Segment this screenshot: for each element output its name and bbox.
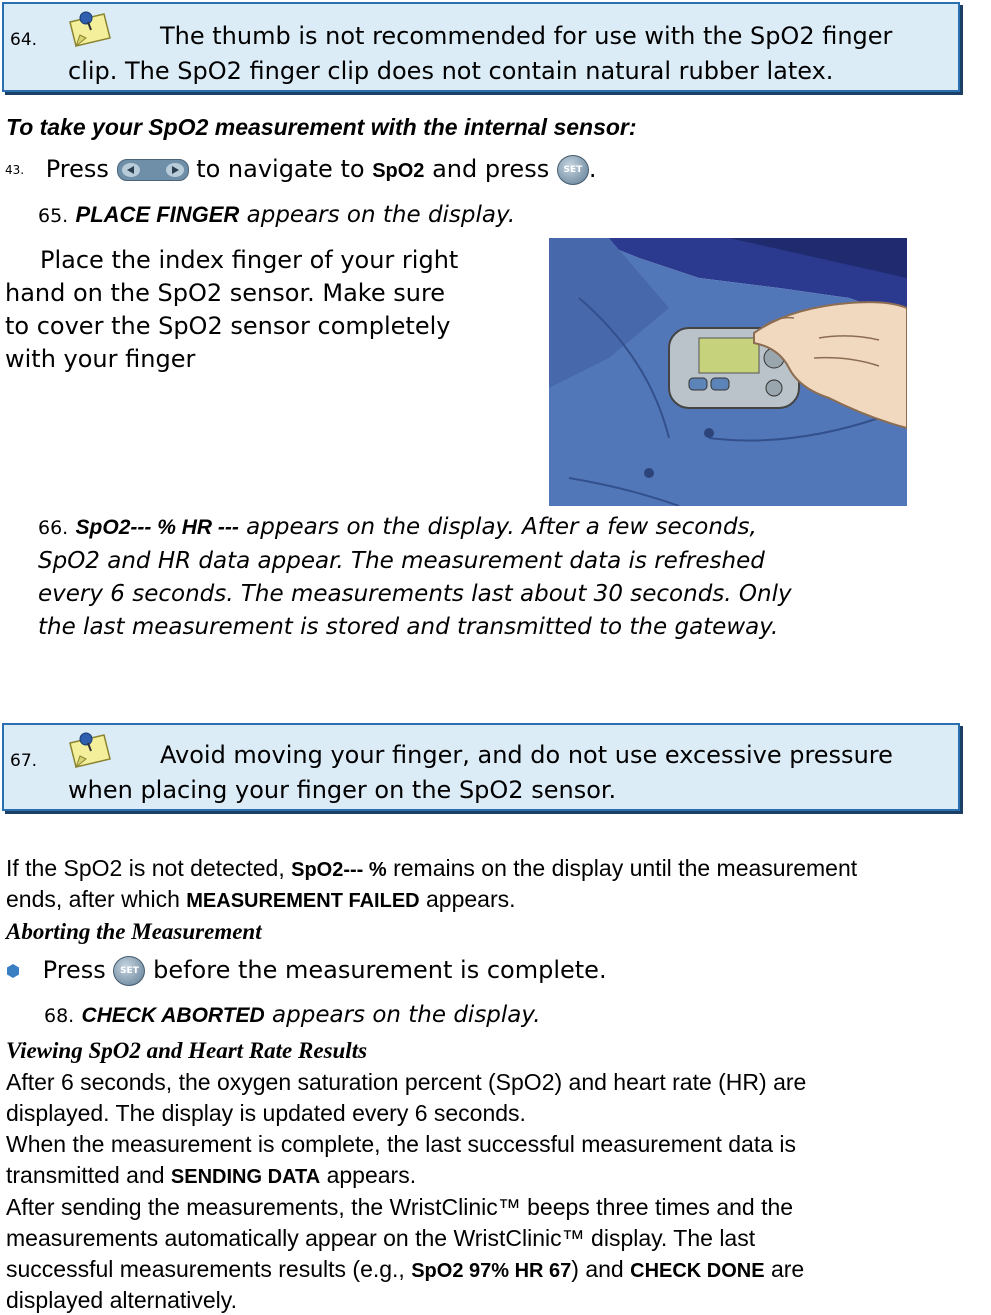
place-text-line2: hand on the SpO2 sensor. Make sure <box>5 279 446 307</box>
step-66-line2: SpO2 and HR data appear. The measurement data is refreshed <box>38 548 765 574</box>
step-65: 65. PLACE FINGER appears on the display. <box>38 202 516 228</box>
view-text-line7: successful measurements results (e.g., SpO2 97% HR 67) and CHECK DONE are <box>6 1256 805 1282</box>
place-text-line4: with your finger <box>5 345 196 373</box>
step-68: 68. CHECK ABORTED appears on the display. <box>44 1002 541 1028</box>
step-66-line3: every 6 seconds. The measurements last about 30 seconds. Only <box>38 581 792 607</box>
note-text-line2: when placing your finger on the SpO2 sensor. <box>68 776 617 804</box>
wrist-device-illustration <box>549 238 907 506</box>
step-66-line1: 66. SpO2--- % HR --- appears on the display. After a few seconds, <box>38 514 757 540</box>
not-detected-line2: ends, after which MEASUREMENT FAILED appears. <box>6 886 516 912</box>
note-text-line1: The thumb is not recommended for use with the SpO2 finger <box>160 22 893 50</box>
pushpin-note-icon <box>64 8 114 48</box>
view-text-line3: When the measurement is complete, the last successful measurement data is <box>6 1131 797 1157</box>
abort-bullet: Press SET before the measurement is complete. <box>7 956 607 986</box>
view-text-line4: transmitted and SENDING DATA appears. <box>6 1162 417 1188</box>
note-text-line1: Avoid moving your finger, and do not use excessive pressure <box>160 741 893 769</box>
section-heading-abort: Aborting the Measurement <box>6 919 262 944</box>
section-heading-internal: To take your SpO2 measurement with the internal sensor: <box>6 114 637 140</box>
step-number: 43. <box>5 163 25 177</box>
view-text-line1: After 6 seconds, the oxygen saturation percent (SpO2) and heart rate (HR) are <box>6 1069 807 1095</box>
note-box-67 <box>2 723 960 811</box>
view-text-line5: After sending the measurements, the WristClinic™ beeps three times and the <box>6 1194 794 1220</box>
note-text-line2: clip. The SpO2 finger clip does not contain natural rubber latex. <box>68 57 834 85</box>
set-button-icon: SET <box>557 155 589 185</box>
note-number: 67. <box>10 751 38 771</box>
set-button-icon: SET <box>113 956 145 986</box>
section-heading-view: Viewing SpO2 and Heart Rate Results <box>6 1038 368 1063</box>
view-text-line6: measurements automatically appear on the WristClinic™ display. The last <box>6 1225 756 1251</box>
step-43: 43. Press to navigate to SpO2 and press SET . <box>5 155 597 183</box>
step-66-line4: the last measurement is stored and transmitted to the gateway. <box>38 614 779 640</box>
nav-arrows-button-icon <box>117 159 189 181</box>
not-detected-line1: If the SpO2 is not detected, SpO2--- % remains on the display until the measurement <box>6 855 858 881</box>
place-text-line3: to cover the SpO2 sensor completely <box>5 312 451 340</box>
view-text-line8: displayed alternatively. <box>6 1287 237 1313</box>
note-box-64 <box>2 2 960 92</box>
note-number: 64. <box>10 30 38 50</box>
view-text-line2: displayed. The display is updated every 6 seconds. <box>6 1100 526 1126</box>
bullet-icon <box>7 964 19 978</box>
place-text-line1: Place the index finger of your right <box>40 246 459 274</box>
pushpin-note-icon <box>64 729 114 769</box>
